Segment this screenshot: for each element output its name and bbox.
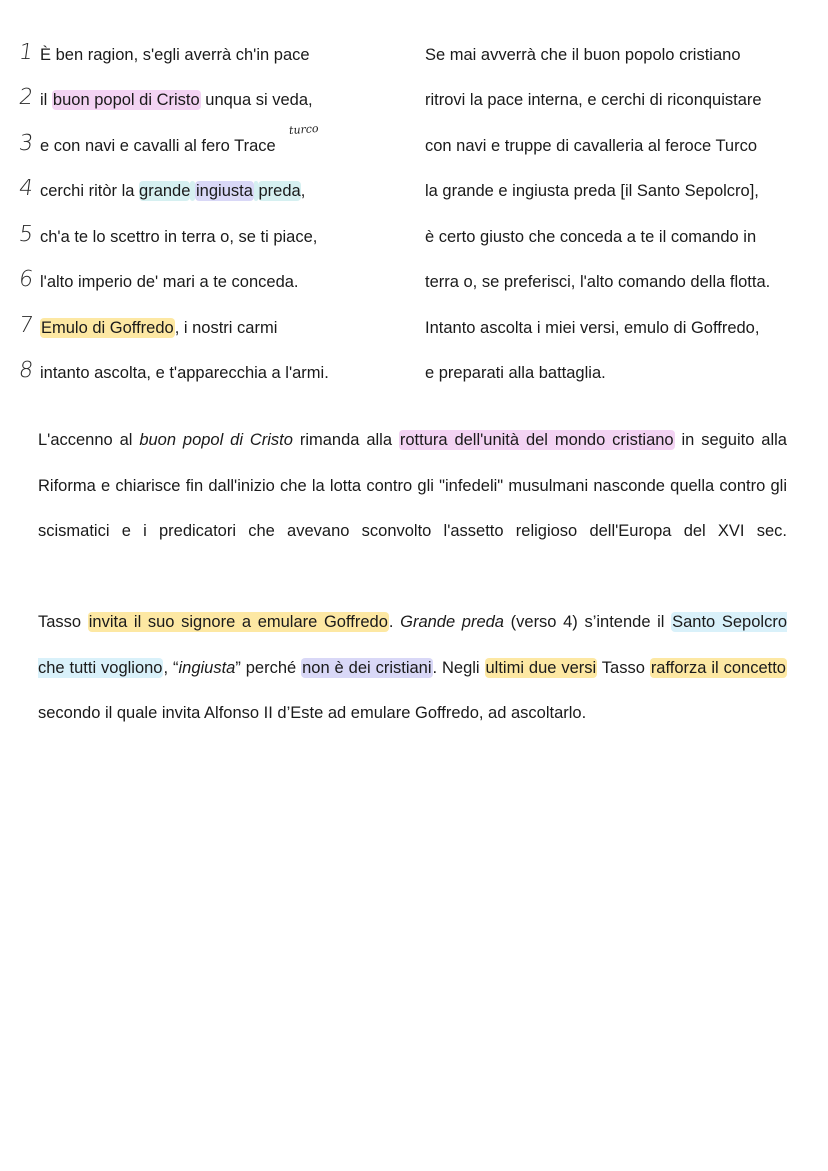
highlight-yellow: ultimi due versi — [485, 658, 597, 677]
verse-number: 2 — [17, 85, 35, 110]
commentary-paragraph: Tasso invita il suo signore a emulare Goffredo. Grande preda (verso 4) s’intende il Santo Sepolcro che tutti vogliono, “ingiusta” perché non è dei cristiani. Negli ultimi due versi Tasso rafforza il concetto secondo il quale invita Alfonso II d’Este ad emulare Goffredo, ad ascoltarlo. — [38, 613, 787, 722]
handwritten-annotation: turco — [288, 121, 319, 138]
verse-row — [0, 313, 828, 343]
verse-translation: è certo giusto che conceda a te il comando in — [425, 228, 757, 246]
verse-text: il buon popol di Cristo unqua si veda, — [40, 91, 313, 109]
verse-translation: Se mai avverrà che il buon popolo cristiano — [425, 46, 741, 64]
highlight-lavender: non è dei cristiani — [302, 658, 432, 677]
verse-row — [0, 131, 828, 161]
verse-number: 5 — [17, 222, 35, 247]
verse-text: ch'a te lo scettro in terra o, se ti piace, — [40, 228, 318, 246]
verse-translation: Intanto ascolta i miei versi, emulo di Goffredo, — [425, 319, 760, 337]
verse-text: Emulo di Goffredo, i nostri carmi — [41, 319, 278, 337]
highlight-pink: rottura dell'unità del mondo cristiano — [399, 431, 674, 449]
verse-number: 6 — [17, 267, 35, 292]
verse-text: l'alto imperio de' mari a te conceda. — [40, 273, 299, 291]
verse-row — [0, 358, 828, 388]
highlight-lavender: ingiusta — [196, 182, 253, 200]
verse-translation: terra o, se preferisci, l'alto comando della flotta. — [425, 273, 771, 291]
verse-text: intanto ascolta, e t'apparecchia a l'armi. — [40, 364, 329, 382]
verse-text: È ben ragion, s'egli averrà ch'in pace — [40, 46, 310, 64]
highlight-yellow: Emulo di Goffredo — [41, 319, 174, 337]
highlight-yellow: invita il suo signore a emulare Goffredo — [88, 613, 388, 631]
verse-text: e con navi e cavalli al fero Trace — [40, 137, 276, 155]
verse-row — [0, 222, 828, 252]
verse-row — [0, 176, 828, 206]
commentary-paragraph: L'accenno al buon popol di Cristo rimanda alla rottura dell'unità del mondo cristiano in seguito alla Riforma e chiarisce fin dall'inizio che la lotta contro gli "infedeli" musulmani nasconde quella contro gli scismatici e i predicatori che avevano sconvolto l'assetto religioso dell'Europa del XVI sec. — [38, 431, 787, 540]
verse-text: cerchi ritòr la grande ingiusta preda, — [40, 182, 306, 200]
verse-number: 3 — [17, 131, 35, 156]
verse-translation: ritrovi la pace interna, e cerchi di riconquistare — [425, 91, 762, 109]
verse-number: 8 — [17, 358, 35, 383]
highlight-blue: Santo Sepolcro che tutti vogliono — [38, 613, 787, 677]
highlight-blue: grande — [139, 182, 191, 200]
verse-translation: e preparati alla battaglia. — [425, 364, 606, 382]
highlight-pink: buon popol di Cristo — [52, 91, 200, 109]
verse-number: 4 — [17, 176, 35, 201]
verse-row — [0, 40, 828, 70]
verse-translation: la grande e ingiusta preda [il Santo Sepolcro], — [425, 182, 759, 200]
highlight-blue: preda — [258, 182, 301, 200]
verse-number: 7 — [17, 313, 35, 338]
verse-number: 1 — [17, 40, 35, 65]
verse-translation: con navi e truppe di cavalleria al feroce Turco — [425, 137, 758, 155]
highlight-yellow: rafforza il concetto — [650, 658, 786, 677]
verse-row — [0, 85, 828, 115]
verse-row — [0, 267, 828, 297]
